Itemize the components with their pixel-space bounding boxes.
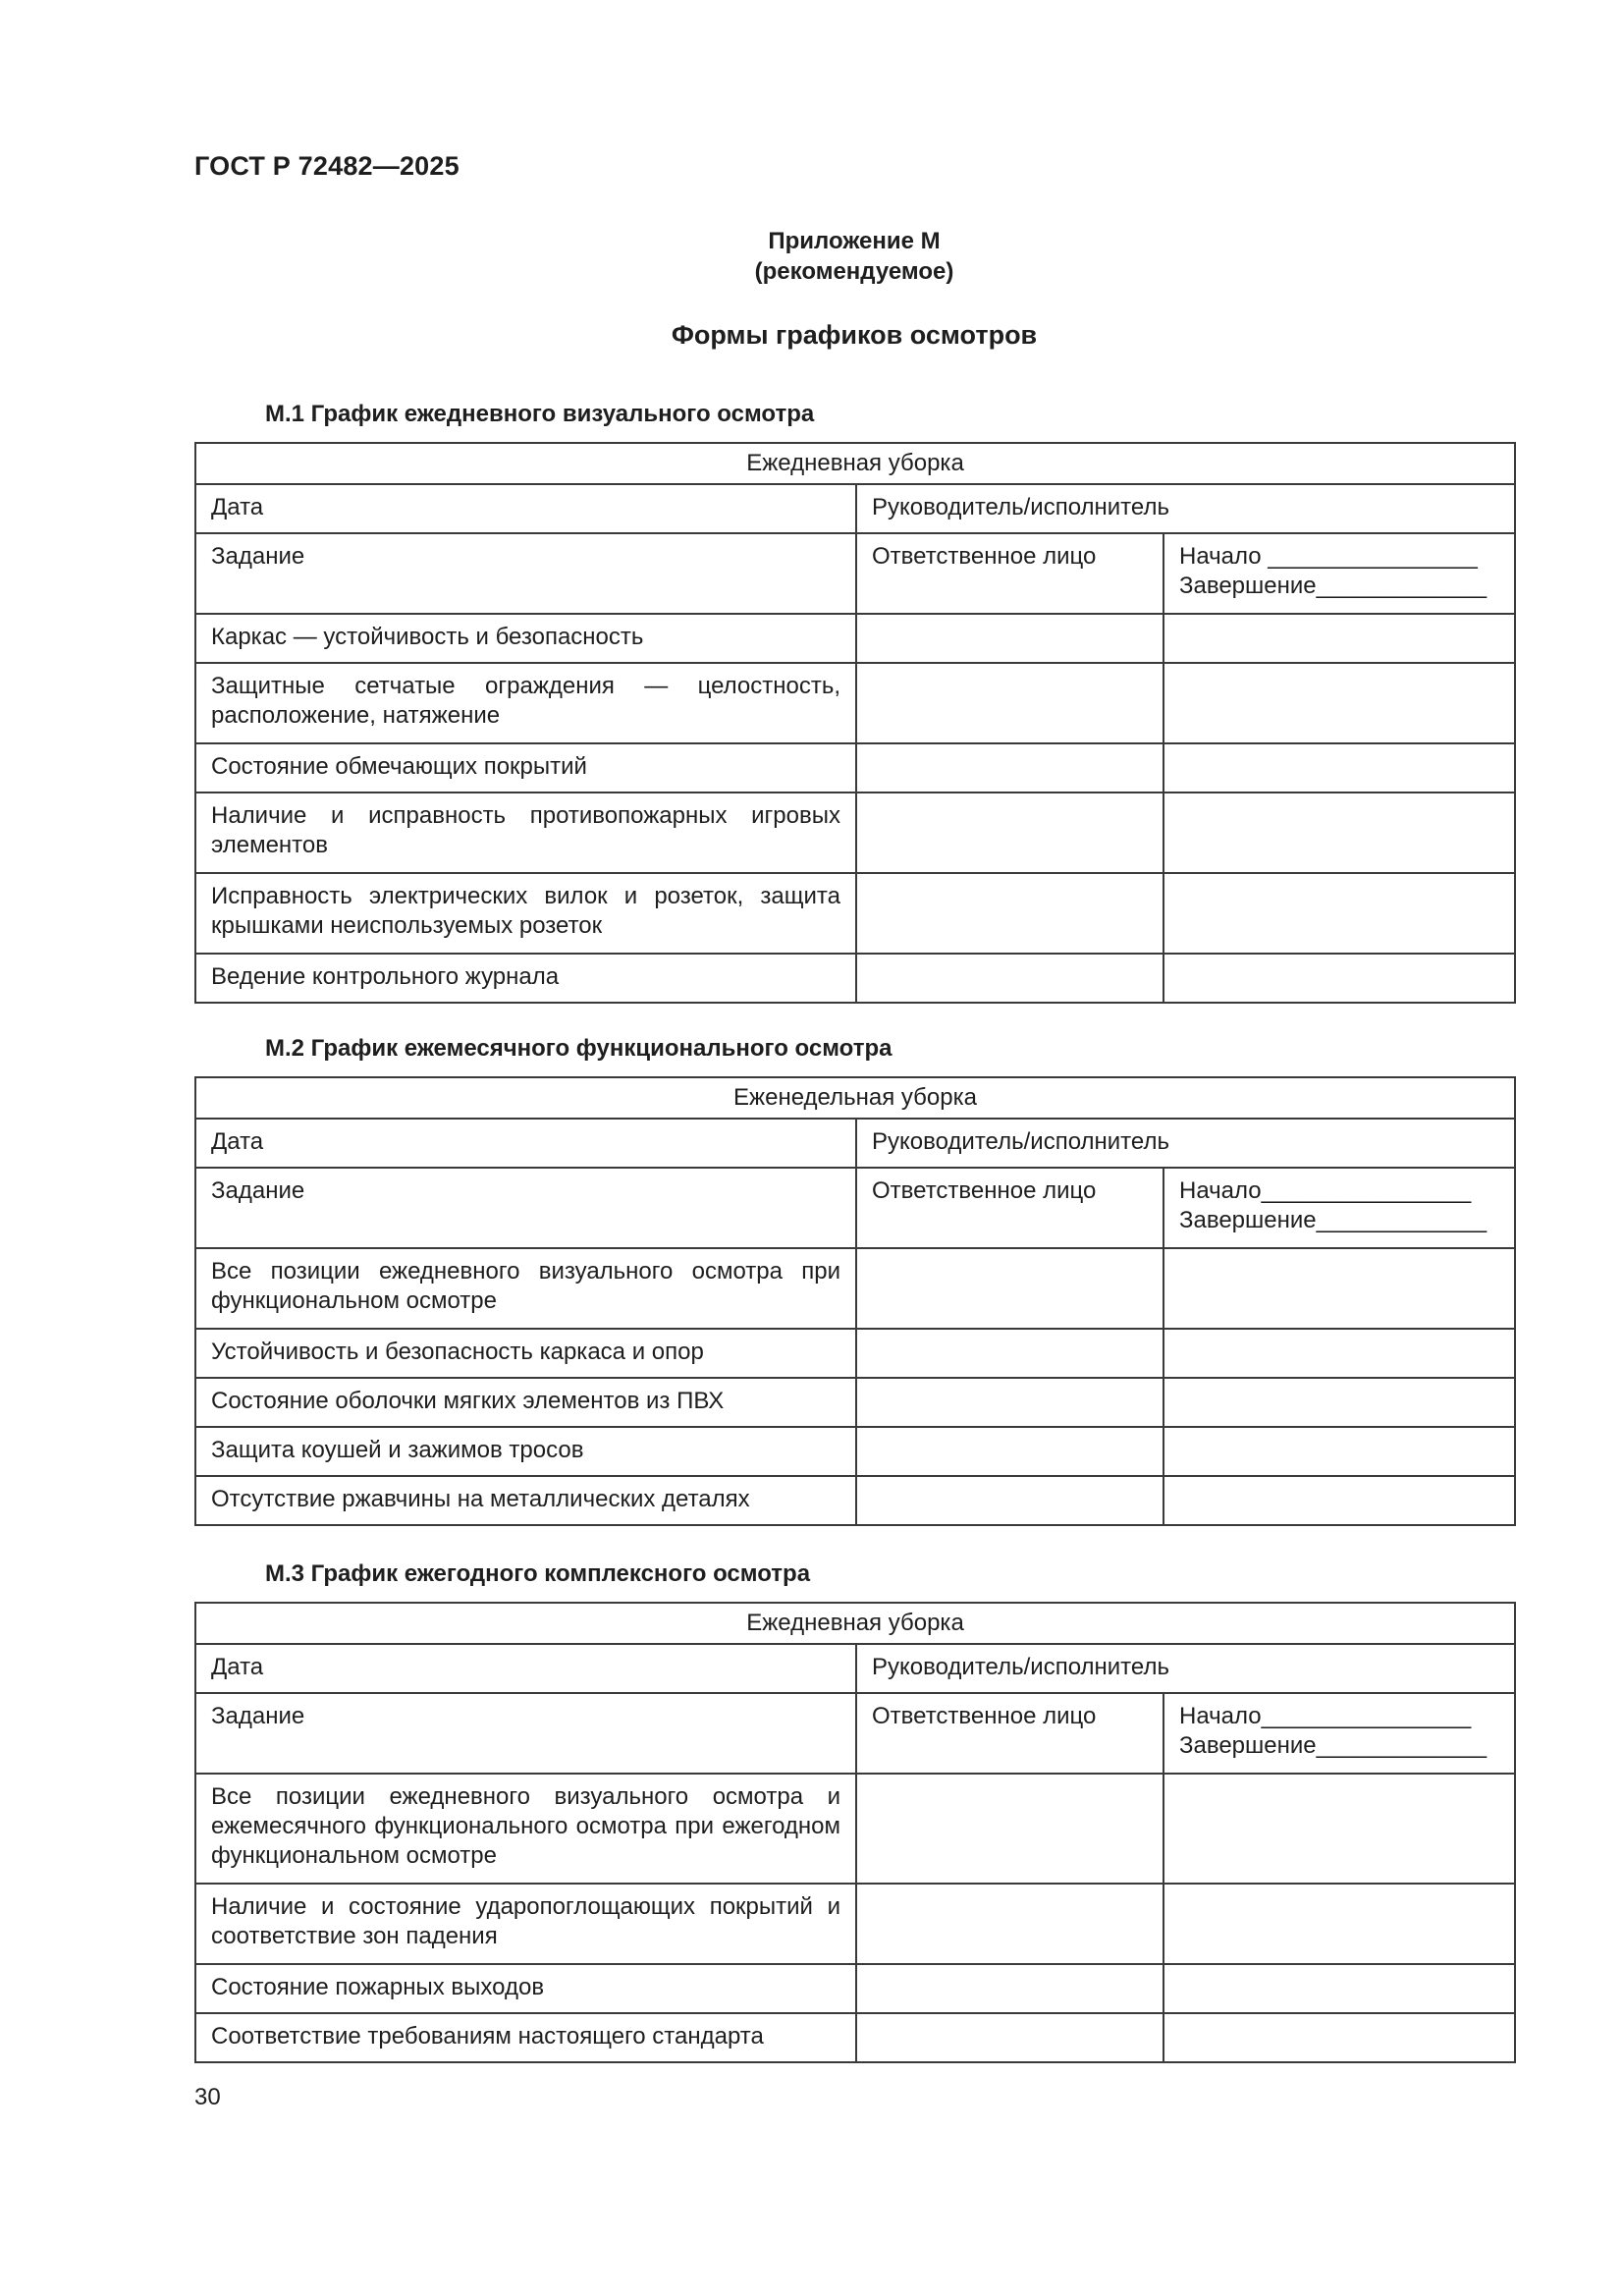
table-header-row bbox=[195, 443, 1515, 484]
standard-header: ГОСТ Р 72482—2025 bbox=[194, 151, 460, 181]
task-cell: Состояние пожарных выходов bbox=[195, 1964, 856, 2013]
page-number: 30 bbox=[194, 2084, 221, 2110]
table-header-cell: Ежедневная уборка bbox=[195, 1603, 1515, 1644]
date-label: Дата bbox=[195, 1119, 856, 1168]
start-end-cell bbox=[1163, 1693, 1515, 1774]
empty-cell bbox=[856, 873, 1163, 954]
empty-cell bbox=[856, 1774, 1163, 1884]
empty-cell bbox=[856, 663, 1163, 743]
task-cell: Исправность электрических вилок и розеток, защита крышками неиспользуемых розеток bbox=[195, 873, 856, 954]
task-cell: Отсутствие ржавчины на металлических деталях bbox=[195, 1476, 856, 1525]
table-row bbox=[195, 614, 1515, 663]
empty-cell bbox=[856, 1427, 1163, 1476]
table-header-cell: Ежедневная уборка bbox=[195, 443, 1515, 484]
table-row bbox=[195, 793, 1515, 873]
table-row bbox=[195, 873, 1515, 954]
empty-cell bbox=[1163, 1329, 1515, 1378]
task-cell: Устойчивость и безопасность каркаса и опор bbox=[195, 1329, 856, 1378]
table-row bbox=[195, 1884, 1515, 1964]
task-header-row bbox=[195, 1168, 1515, 1248]
table-row bbox=[195, 1329, 1515, 1378]
empty-cell bbox=[1163, 743, 1515, 793]
empty-cell bbox=[1163, 1427, 1515, 1476]
task-label: Задание bbox=[195, 1168, 856, 1248]
start-label: Начало________________ bbox=[1179, 1177, 1472, 1204]
empty-cell bbox=[856, 954, 1163, 1003]
table-header-row bbox=[195, 1077, 1515, 1119]
empty-cell bbox=[1163, 1248, 1515, 1329]
empty-cell bbox=[1163, 1378, 1515, 1427]
task-cell: Защита коушей и зажимов тросов bbox=[195, 1427, 856, 1476]
start-label: Начало ________________ bbox=[1179, 543, 1478, 570]
date-row bbox=[195, 1119, 1515, 1168]
empty-cell bbox=[1163, 793, 1515, 873]
empty-cell bbox=[1163, 2013, 1515, 2062]
empty-cell bbox=[856, 1476, 1163, 1525]
start-end-cell bbox=[1163, 533, 1515, 614]
date-row bbox=[195, 1644, 1515, 1693]
empty-cell bbox=[1163, 1476, 1515, 1525]
empty-cell bbox=[856, 614, 1163, 663]
responsible-label: Ответственное лицо bbox=[856, 1168, 1163, 1248]
task-cell: Соответствие требованиям настоящего стандарта bbox=[195, 2013, 856, 2062]
appendix-title: Приложение М bbox=[768, 228, 941, 254]
forms-heading: Формы графиков осмотров bbox=[671, 320, 1038, 350]
task-cell: Состояние оболочки мягких элементов из ПВХ bbox=[195, 1378, 856, 1427]
empty-cell bbox=[856, 793, 1163, 873]
end-label: Завершение_____________ bbox=[1179, 573, 1488, 599]
section-title-m3: М.3 График ежегодного комплексного осмотра bbox=[265, 1560, 811, 1587]
task-cell: Все позиции ежедневного визуального осмотра и ежемесячного функционального осмотра при ежегодном функциональном осмотре bbox=[195, 1774, 856, 1884]
table-row bbox=[195, 1476, 1515, 1525]
table-row bbox=[195, 1774, 1515, 1884]
empty-cell bbox=[1163, 1774, 1515, 1884]
table-header-cell: Еженедельная уборка bbox=[195, 1077, 1515, 1119]
task-cell: Ведение контрольного журнала bbox=[195, 954, 856, 1003]
inspection-table-m1 bbox=[194, 442, 1516, 1004]
table-header-row bbox=[195, 1603, 1515, 1644]
empty-cell bbox=[856, 1329, 1163, 1378]
date-row bbox=[195, 484, 1515, 533]
inspection-table-m3 bbox=[194, 1602, 1516, 2063]
manager-label: Руководитель/исполнитель bbox=[856, 1119, 1515, 1168]
appendix-type: (рекомендуемое) bbox=[754, 258, 954, 285]
task-cell: Наличие и состояние ударопоглощающих покрытий и соответствие зон падения bbox=[195, 1884, 856, 1964]
inspection-table-m2 bbox=[194, 1076, 1516, 1526]
empty-cell bbox=[856, 1378, 1163, 1427]
task-label: Задание bbox=[195, 533, 856, 614]
responsible-label: Ответственное лицо bbox=[856, 1693, 1163, 1774]
empty-cell bbox=[1163, 663, 1515, 743]
empty-cell bbox=[856, 1884, 1163, 1964]
date-label: Дата bbox=[195, 1644, 856, 1693]
start-label: Начало________________ bbox=[1179, 1703, 1472, 1729]
table-row bbox=[195, 1378, 1515, 1427]
task-cell: Состояние обмечающих покрытий bbox=[195, 743, 856, 793]
empty-cell bbox=[856, 1248, 1163, 1329]
end-label: Завершение_____________ bbox=[1179, 1207, 1488, 1233]
task-cell: Наличие и исправность противопожарных игровых элементов bbox=[195, 793, 856, 873]
table-row bbox=[195, 1964, 1515, 2013]
date-label: Дата bbox=[195, 484, 856, 533]
manager-label: Руководитель/исполнитель bbox=[856, 484, 1515, 533]
responsible-label: Ответственное лицо bbox=[856, 533, 1163, 614]
empty-cell bbox=[856, 743, 1163, 793]
table-row bbox=[195, 2013, 1515, 2062]
task-header-row bbox=[195, 533, 1515, 614]
manager-label: Руководитель/исполнитель bbox=[856, 1644, 1515, 1693]
task-label: Задание bbox=[195, 1693, 856, 1774]
empty-cell bbox=[1163, 614, 1515, 663]
empty-cell bbox=[856, 1964, 1163, 2013]
section-title-m1: М.1 График ежедневного визуального осмотра bbox=[265, 401, 815, 427]
table-row bbox=[195, 1248, 1515, 1329]
table-row bbox=[195, 663, 1515, 743]
table-row bbox=[195, 1427, 1515, 1476]
start-end-cell bbox=[1163, 1168, 1515, 1248]
table-row bbox=[195, 743, 1515, 793]
empty-cell bbox=[1163, 1884, 1515, 1964]
section-title-m2: М.2 График ежемесячного функционального осмотра bbox=[265, 1035, 893, 1062]
task-cell: Все позиции ежедневного визуального осмотра при функциональном осмотре bbox=[195, 1248, 856, 1329]
table-row bbox=[195, 954, 1515, 1003]
empty-cell bbox=[1163, 873, 1515, 954]
empty-cell bbox=[1163, 1964, 1515, 2013]
end-label: Завершение_____________ bbox=[1179, 1732, 1488, 1759]
task-cell: Защитные сетчатые ограждения — целостность, расположение, натяжение bbox=[195, 663, 856, 743]
task-cell: Каркас — устойчивость и безопасность bbox=[195, 614, 856, 663]
task-header-row bbox=[195, 1693, 1515, 1774]
empty-cell bbox=[856, 2013, 1163, 2062]
empty-cell bbox=[1163, 954, 1515, 1003]
